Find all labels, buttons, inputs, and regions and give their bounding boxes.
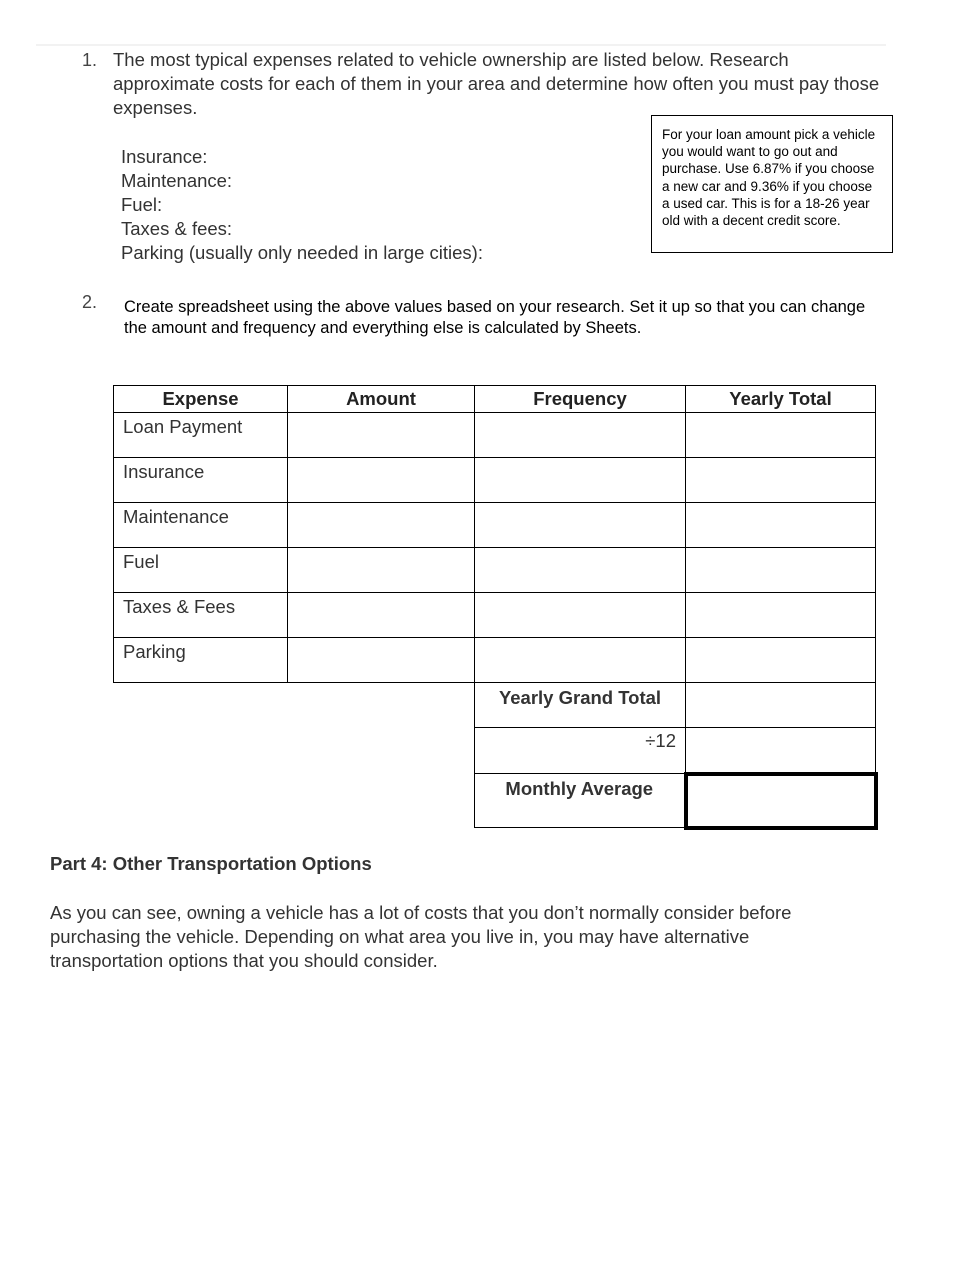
table-row [114,593,876,638]
expense-item-taxes: Taxes & fees: [121,218,233,239]
question-2-number: 2. [82,292,98,312]
table-row [114,503,876,548]
expense-list [121,145,483,265]
row-label-fuel: Fuel [114,548,288,593]
question-1-text: The most typical expenses related to vehicle ownership are listed below. Research approximate costs for each of them in your area and determine how often you must pay those expenses. [113,49,880,118]
empty-space [114,683,475,728]
divide-by-12-label: ÷12 [475,728,686,774]
table-header-row [114,386,876,413]
question-1-number: 1. [82,50,98,70]
table-row [114,458,876,503]
yearly-grand-total-cell[interactable] [686,683,876,728]
monthly-average-label: Monthly Average [475,774,686,828]
cell-yearly-total[interactable] [686,548,876,593]
cell-frequency[interactable] [475,638,686,683]
cell-yearly-total[interactable] [686,593,876,638]
expense-item-parking: Parking (usually only needed in large cities): [121,242,483,263]
cell-amount[interactable] [288,458,475,503]
cell-yearly-total[interactable] [686,503,876,548]
part-4-heading: Part 4: Other Transportation Options [50,853,372,874]
row-label-maintenance: Maintenance [114,503,288,548]
divide-row [114,728,876,774]
header-expense: Expense [114,386,288,413]
empty-space [114,774,475,828]
cell-frequency[interactable] [475,548,686,593]
cell-amount[interactable] [288,593,475,638]
cell-frequency[interactable] [475,413,686,458]
row-label-parking: Parking [114,638,288,683]
expense-item-fuel: Fuel: [121,194,163,215]
divide-cell[interactable] [686,728,876,774]
grand-total-row [114,683,876,728]
monthly-average-row [114,774,876,828]
part-4-text: As you can see, owning a vehicle has a lot of costs that you don’t normally consider before purchasing the vehicle. Depending on what area you live in, you may have alternative transportation options that you should consider. [50,902,792,971]
loan-note-box: For your loan amount pick a vehicle you would want to go out and purchase. Use 6.87% if you choose a new car and 9.36% if you choose a used car. This is for a 18-26 year old with a decent credit score. [651,115,893,253]
cell-yearly-total[interactable] [686,413,876,458]
row-label-taxes-fees: Taxes & Fees [114,593,288,638]
cell-yearly-total[interactable] [686,638,876,683]
question-2-text: Create spreadsheet using the above values based on your research. Set it up so that you can change the amount and frequency and everything else is calculated by Sheets. [124,298,866,337]
expense-item-maintenance: Maintenance: [121,170,233,191]
header-amount: Amount [288,386,475,413]
cell-yearly-total[interactable] [686,458,876,503]
table-row [114,413,876,458]
top-divider [36,44,886,46]
header-yearly-total: Yearly Total [686,386,876,413]
cell-frequency[interactable] [475,503,686,548]
cell-amount[interactable] [288,413,475,458]
yearly-grand-total-label: Yearly Grand Total [475,683,686,728]
cell-frequency[interactable] [475,458,686,503]
cell-amount[interactable] [288,638,475,683]
row-label-loan-payment: Loan Payment [114,413,288,458]
table-row [114,548,876,593]
cell-amount[interactable] [288,548,475,593]
expense-table [113,385,878,830]
cell-amount[interactable] [288,503,475,548]
monthly-average-cell[interactable] [686,774,876,828]
cell-frequency[interactable] [475,593,686,638]
table-row [114,638,876,683]
row-label-insurance: Insurance [114,458,288,503]
expense-item-insurance: Insurance: [121,146,208,167]
header-frequency: Frequency [475,386,686,413]
empty-space [114,728,475,774]
